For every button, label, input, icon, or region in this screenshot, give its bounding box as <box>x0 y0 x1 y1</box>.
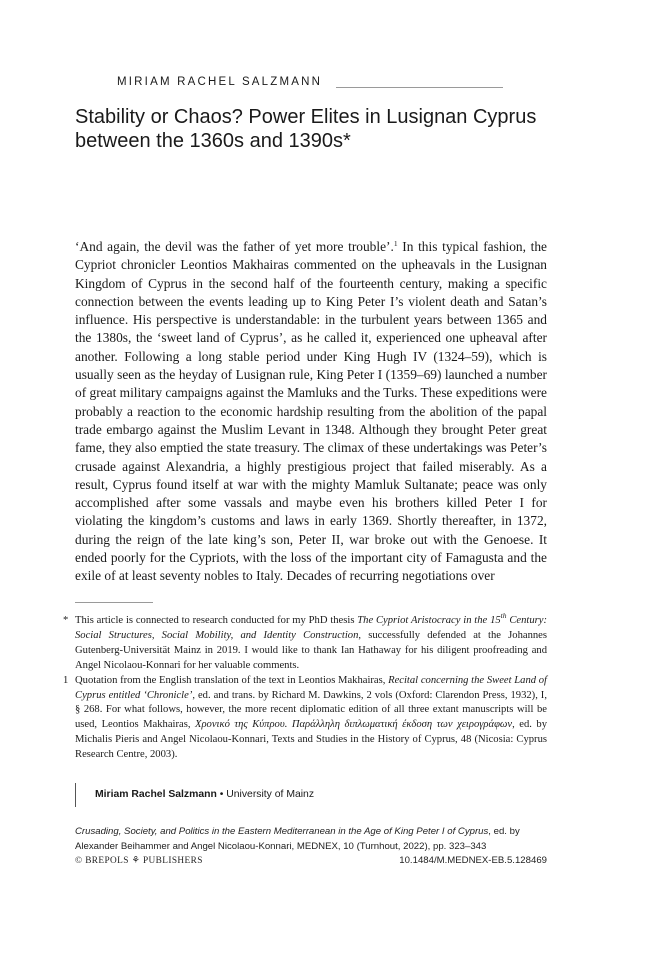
citation-details: , ed. by Alexander Beihammer and Angel Nicolaou-Konnari, MEDNEX, 10 (Turnhout, 2022), pp. 323–343 <box>75 826 520 852</box>
thesis-title-part: The Cypriot Aristocracy in the 15 <box>357 615 501 626</box>
footnotes <box>63 611 548 763</box>
ordinal-suffix: th <box>500 611 507 620</box>
footnote-text: , ed. by Michalis Pieris and Angel Nicolaou-Konnari, Texts and Studies in the History of Cyprus, 48 (Nicosia: Cyprus Research Centre, 2003). <box>75 719 548 761</box>
footnote-text: , ed. and trans. by Richard M. Dawkins, 2 vols (Oxford: Clarendon Press, 1932), I, § 268. For what follows, however, the more recent diplomatic edition of all three extant manuscripts will be used, Leontios Makhairas, <box>75 689 547 731</box>
thesis-title-part: Century: Social Structures, Social Mobility, and Identity Construction <box>75 615 547 641</box>
footnote-text: This article is connected to research conducted for my PhD thesis <box>75 615 358 626</box>
citation-footer <box>75 854 547 869</box>
header-rule <box>336 87 503 88</box>
volume-citation <box>75 825 547 869</box>
footnote-1 <box>63 674 548 763</box>
footnote-text: Quotation from the English translation of the text in Leontios Makhairas, <box>75 674 389 686</box>
cited-title: Recital concerning the Sweet Land of Cyprus entitled ‘Chronicle’ <box>75 674 547 701</box>
footnote-marker: 1 <box>63 674 69 686</box>
footnote-separator <box>75 602 153 603</box>
book-title: Crusading, Society, and Politics in the Eastern Mediterranean in the Age of King Peter I of Cyprus <box>75 826 489 837</box>
body-paragraph <box>75 238 547 586</box>
body-text-continued: In this typical fashion, the Cypriot chronicler Leontios Makhairas commented on the upheavals in the Lusignan Kingdom of Cyprus in the second half of the fourteenth century, making a specific connection between the events leading up to King Peter I’s violent death and Satan’s influence. His perspective is understandable: in the turbulent years between 1365 and the 1380s, the ‘sweet land of Cyprus’, as he called it, experienced one upheaval after another. Following a long stable period under King Hugh IV (1324–59), which is usually seen as the heyday of Lusignan rule, King Peter I (1359–69) launched a number of great military campaigns against the Mamluks and the Turks. These expeditions were probably a reaction to the economic hardship resulting from the abolition of the papal trade embargo against the Muslim Levant in 1348. Although they brought Peter great fame, they also emptied the state treasury. The climax of these undertakings was Peter’s crusade against Alexandria, a highly prestigious project that failed miserably. As a result, Cyprus found itself at war with the mighty Mamluk Sultanate; peace was only accomplished after some vassals and maybe even his brothers killed Peter I for violating the kingdom’s customs and laws in early 1369. Shortly thereafter, in 1372, during the reign of the late king’s son, Peter II, war broke out with the Genoese. It ended poorly for the Cypriots, with the loss of the important city of Famagusta and the exile of at least seventy nobles to Italy. Decades of recurring negotiations over <box>75 239 547 584</box>
citation-text <box>75 825 547 854</box>
footnote-reference[interactable]: 1 <box>393 239 398 248</box>
doi[interactable]: 10.1484/M.MEDNEX-EB.5.128469 <box>399 855 547 866</box>
body-text-opening: ‘And again, the devil was the father of yet more trouble’. <box>75 239 394 254</box>
running-head: MIRIAM RACHEL SALZMANN <box>117 76 323 88</box>
author-line <box>95 789 314 800</box>
footnote-marker: * <box>63 615 69 626</box>
article-title: Stability or Chaos? Power Elites in Lusignan Cyprus between the 1360s and 1390s* <box>75 106 537 152</box>
cited-title-greek: Χρονικό της Κύπρου. Παράλληλη διπλωματική έκδοση των χειρογράφων <box>195 719 513 731</box>
footnote-star <box>63 611 547 674</box>
author-affiliation: University of Mainz <box>226 789 315 800</box>
publisher-logo: © BREPOLS ⚘ PUBLISHERS <box>75 856 203 866</box>
author-bar <box>75 783 76 807</box>
author-separator: • <box>219 789 224 800</box>
author-name: Miriam Rachel Salzmann <box>95 789 217 800</box>
footnote-text: , successfully defended at the Johannes Gutenberg-Universität Mainz in 2019. I would like to thank Ian Hathaway for his diligent proofreading and Angel Nicolaou-Konnari for her valuable comments. <box>75 629 547 671</box>
